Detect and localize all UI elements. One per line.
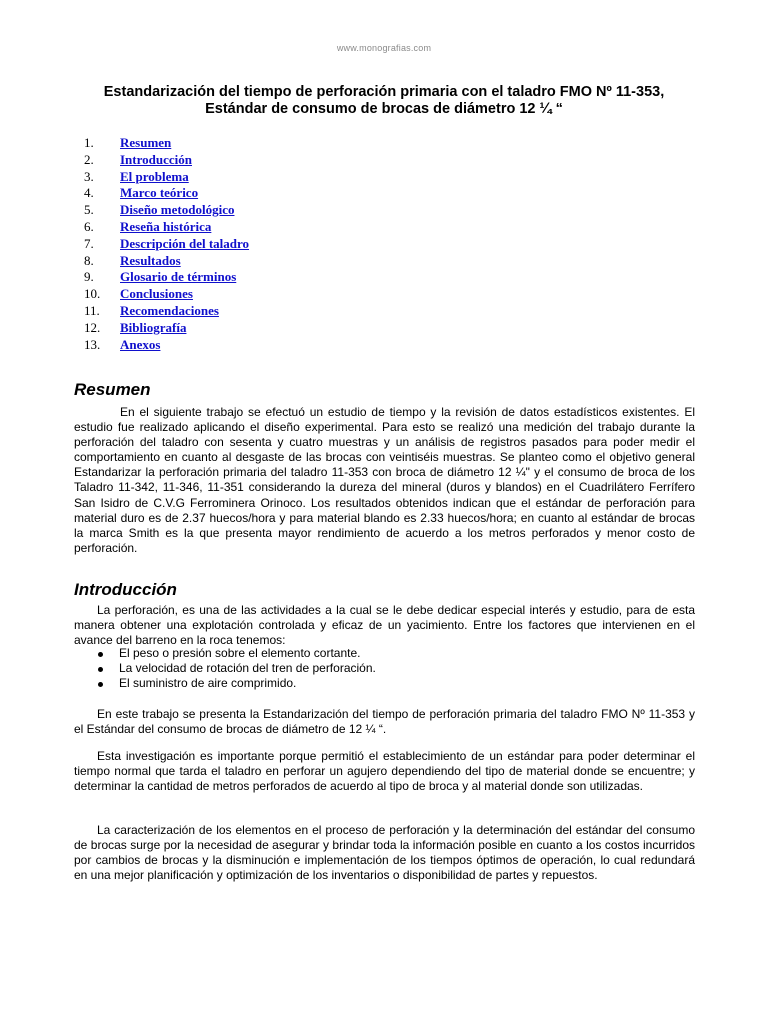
resumen-paragraph: En el siguiente trabajo se efectuó un estudio de tiempo y la revisión de datos estadísticos existentes. El estudio fue realizado aplicando el diseño experimental. Para esto se realizó una medición del trabajo durante la perforación del taladro con sesenta y cuatro muestras y un análisis de registros pasados para poder medir el comportamiento en cuanto al desgaste de las brocas con veintiséis muestras. Se planteo como el objetivo general Estandarizar la perforación primaria del taladro 11-353 con broca de diámetro 12 ¼" y el consumo de broca de los Taladro 11-342, 11-346, 11-351 considerando la dureza del mineral (duros y blandos) en el Cuadrilátero Ferrífero San Isidro de C.V.G Ferrominera Orinoco. Los resultados obtenidos indican que el estándar de perforación para material duro es de 2.37 huecos/hora y para material blando es 2.33 huecos/hora; en cuanto al estándar de brocas la marca Smith es la que presenta mayor rendimiento de acuerdo a los metros perforados y menor costo de perforación. <box>74 405 695 555</box>
toc-item: 11. Recomendaciones <box>84 302 219 318</box>
title-line-2: Estándar de consumo de brocas de diámetro 12 ¼ “ <box>205 101 563 117</box>
section-heading-introduccion: Introducción <box>74 580 177 599</box>
toc-link-descripcion[interactable]: Descripción del taladro <box>120 235 250 251</box>
table-of-contents <box>84 135 249 353</box>
toc-link-bibliografia[interactable]: Bibliografía <box>120 319 187 335</box>
toc-link-resultados[interactable]: Resultados <box>120 252 181 268</box>
toc-item: 1. Resumen <box>84 135 172 150</box>
toc-link-diseno[interactable]: Diseño metodológico <box>120 202 235 218</box>
toc-link-glosario[interactable]: Glosario de términos <box>120 269 237 285</box>
toc-item: 10. Conclusiones <box>84 286 193 302</box>
toc-item: 13. Anexos <box>84 336 161 352</box>
toc-item: 3. El problema <box>84 168 189 184</box>
toc-item: 8. Resultados <box>84 252 181 268</box>
toc-link-problema[interactable]: El problema <box>120 168 189 184</box>
toc-item: 2. Introducción <box>84 151 192 167</box>
intro-paragraph-3: Esta investigación es importante porque permitió el establecimiento de un estándar para poder determinar el tiempo normal que tarda el taladro en perforar un agujero dependiendo del tipo de material donde se encuentre; y determinar la cantidad de metros perforados de acuerdo al tipo de broca y al material donde son utilizadas. <box>74 749 695 794</box>
toc-item: 7. Descripción del taladro <box>84 235 250 251</box>
toc-link-recomendaciones[interactable]: Recomendaciones <box>120 302 219 318</box>
list-item: El peso o presión sobre el elemento cortante. <box>74 646 695 661</box>
bullet-icon <box>98 682 103 687</box>
bullet-icon <box>98 652 103 657</box>
toc-item: 5. Diseño metodológico <box>84 202 235 218</box>
toc-item: 12. Bibliografía <box>84 319 187 335</box>
factors-list <box>74 646 695 691</box>
site-url: www.monografias.com <box>336 43 432 53</box>
toc-link-resumen[interactable]: Resumen <box>120 135 172 150</box>
intro-paragraph-2: En este trabajo se presenta la Estandarización del tiempo de perforación primaria del taladro FMO Nº 11-353 y el Estándar del consumo de brocas de diámetro de 12 ¼ “. <box>74 707 695 737</box>
toc-link-conclusiones[interactable]: Conclusiones <box>120 286 193 302</box>
toc-link-introduccion[interactable]: Introducción <box>120 151 192 167</box>
section-heading-resumen: Resumen <box>74 380 151 399</box>
toc-link-marco-teorico[interactable]: Marco teórico <box>120 185 199 201</box>
list-item: La velocidad de rotación del tren de perforación. <box>74 661 695 676</box>
document-title <box>60 84 708 118</box>
list-item: El suministro de aire comprimido. <box>74 676 695 691</box>
intro-paragraph-1: La perforación, es una de las actividades a la cual se le debe dedicar especial interés y estudio, para de esta manera obtener una explotación controlada y eficaz de un yacimiento. Entre los factores que intervienen en el avance del barreno en la roca tenemos: <box>74 603 695 648</box>
toc-link-resena[interactable]: Reseña histórica <box>120 218 212 234</box>
bullet-icon <box>98 667 103 672</box>
toc-item: 9. Glosario de términos <box>84 269 237 285</box>
toc-item: 4. Marco teórico <box>84 185 199 201</box>
intro-paragraph-4: La caracterización de los elementos en el proceso de perforación y la determinación del estándar del consumo de brocas surge por la necesidad de asegurar y brindar toda la información posible en cuanto a los costos incurridos por cambios de brocas y la disminución e implementación de los tiempos óptimos de operación, lo cual redundará en una mejor planificación y optimización de los inventarios o disponibilidad de partes y repuestos. <box>74 823 695 883</box>
toc-link-anexos[interactable]: Anexos <box>120 336 161 352</box>
title-line-1: Estandarización del tiempo de perforación primaria con el taladro FMO Nº 11-353, <box>103 84 665 100</box>
toc-item: 6. Reseña histórica <box>84 218 212 234</box>
